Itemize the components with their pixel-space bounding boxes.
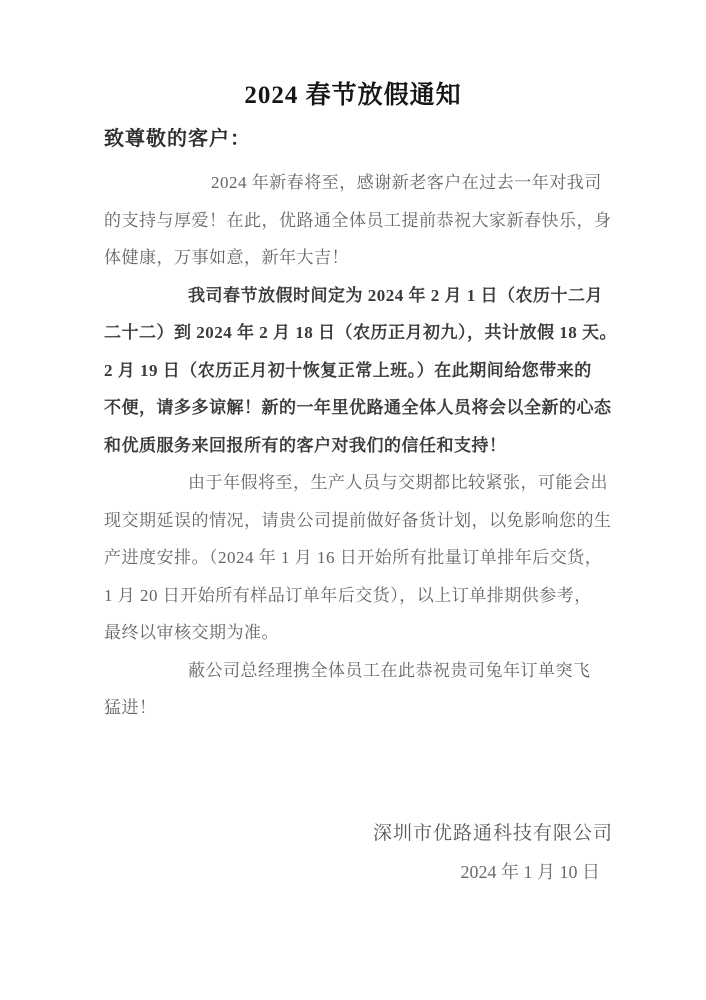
paragraph-line: 猛进！ <box>104 698 157 717</box>
paragraph <box>104 464 612 652</box>
paragraph-line: 1 月 20 日开始所有样品订单年后交货），以上订单排期供参考， <box>104 585 592 605</box>
paragraph-line: 不便，请多多谅解！新的一年里优路通全体人员将会以全新的心态 <box>104 398 612 417</box>
paragraph-line: 现交期延误的情况，请贵公司提前做好备货计划，以免影响您的生 <box>104 510 612 530</box>
paragraph-line: 的支持与厚爱！在此，优路通全体员工提前恭祝大家新春快乐，身 <box>104 210 612 230</box>
paragraph <box>104 277 617 465</box>
paragraph-line: 体健康，万事如意，新年大吉！ <box>104 248 349 267</box>
document-body <box>104 164 617 727</box>
salutation: 致尊敬的客户： <box>104 128 251 150</box>
paragraph-line: 我司春节放假时间定为 2024 年 2 月 1 日（农历十二月 <box>188 285 603 305</box>
paragraph <box>104 164 612 277</box>
paragraph-line: 最终以审核交期为准。 <box>104 623 279 642</box>
paragraph-line: 蔽公司总经理携全体员工在此恭祝贵司兔年订单突飞 <box>188 660 591 680</box>
paragraph-line: 产进度安排。（2024 年 1 月 16 日开始所有批量订单排年后交货， <box>104 548 603 567</box>
signature-date: 2024 年 1 月 10 日 <box>460 861 600 882</box>
paragraph-line: 2024 年新春将至，感谢新老客户在过去一年对我司 <box>211 173 602 192</box>
paragraph-line: 和优质服务来回报所有的客户对我们的信任和支持！ <box>104 435 507 455</box>
paragraph-line: 由于年假将至，生产人员与交期都比较紧张，可能会出 <box>188 473 608 492</box>
paragraph <box>104 652 601 727</box>
paragraph-line: 二十二）到 2024 年 2 月 18 日（农历正月初九），共计放假 18 天。 <box>104 323 617 342</box>
paragraph-line: 2 月 19 日（农历正月初十恢复正常上班。）在此期间给您带来的 <box>104 360 592 380</box>
company-name: 深圳市优路通科技有限公司 <box>372 822 613 844</box>
signature-block <box>0 815 706 891</box>
document-title: 2024 春节放假通知 <box>244 82 462 109</box>
